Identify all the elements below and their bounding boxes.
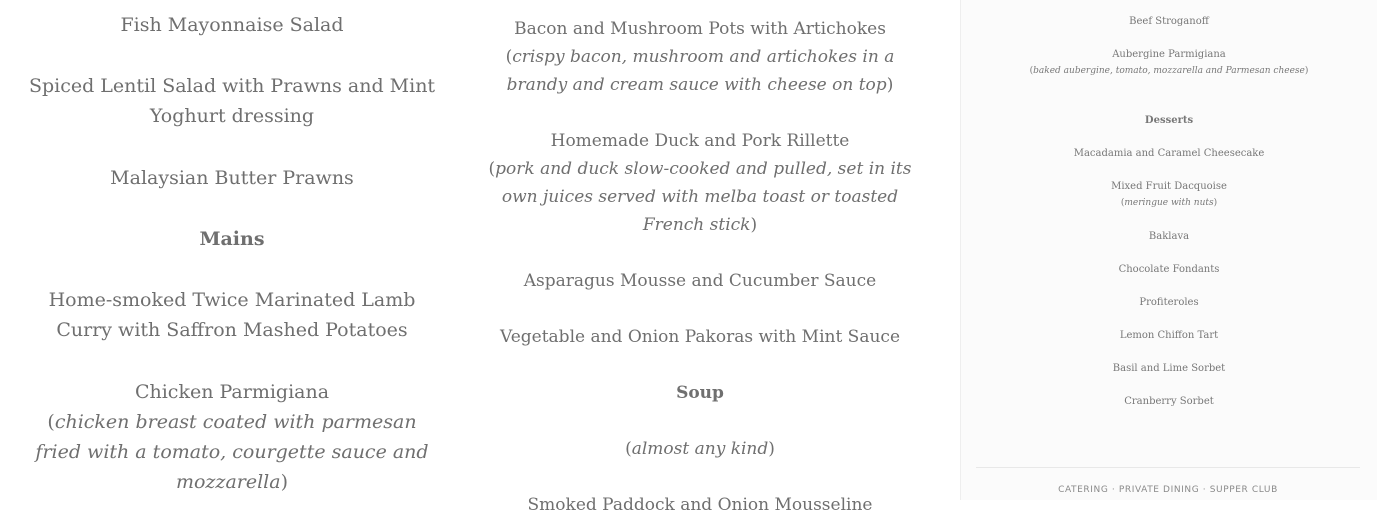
duck-rillette-description: pork and duck slow-cooked and pulled, set in its own juices served with melba toast or toasted French stick	[495, 159, 912, 235]
menu-item-bacon-pots: Bacon and Mushroom Pots with Artichokes	[514, 19, 886, 39]
section-heading-soup: Soup	[676, 383, 724, 403]
dacquoise-description: meringue with nuts	[1124, 198, 1214, 208]
section-heading-desserts: Desserts	[1144, 115, 1194, 126]
soup-description: almost any kind	[631, 439, 769, 459]
menu-item-description: (baked aubergine, tomato, mozzarella and Parmesan cheese)	[1029, 66, 1309, 76]
section-heading-mains: Mains	[199, 228, 265, 250]
menu-item-chicken-parmigiana: Chicken Parmigiana	[134, 381, 330, 403]
menu-item-dacquoise: Mixed Fruit Dacquoise	[1111, 181, 1227, 192]
menu-item-fondants: Chocolate Fondants	[1118, 264, 1220, 275]
menu-item-cutoff: Smoked Paddock and Onion Mousseline	[527, 495, 873, 515]
chicken-parmigiana-description: chicken breast coated with parmesan fried with a tomato, courgette sauce and mozzarella	[35, 411, 429, 493]
footer-tagline: CATERING · PRIVATE DINING · SUPPER CLUB	[1058, 485, 1278, 495]
menu-item-beef-stroganoff: Beef Stroganoff	[1129, 16, 1209, 27]
menu-item-spiced-lentil: Spiced Lentil Salad with Prawns and Mint Yoghurt dressing	[28, 75, 436, 127]
menu-item-description: (meringue with nuts)	[1120, 198, 1218, 208]
menu-item-aubergine: Aubergine Parmigiana	[1112, 49, 1226, 60]
menu-item-description: (pork and duck slow-cooked and pulled, set in its own juices served with melba toast or toasted French stick)	[488, 159, 912, 235]
menu-item-malaysian-prawns: Malaysian Butter Prawns	[110, 167, 354, 189]
menu-item-fish-mayonnaise: Fish Mayonnaise Salad	[120, 14, 344, 36]
menu-item-description: (almost any kind)	[625, 439, 775, 459]
menu-item-asparagus: Asparagus Mousse and Cucumber Sauce	[523, 271, 877, 291]
menu-item-duck-rillette: Homemade Duck and Pork Rillette	[550, 131, 850, 151]
menu-item-cheesecake: Macadamia and Caramel Cheesecake	[1073, 148, 1265, 159]
menu-item-profiteroles: Profiteroles	[1139, 297, 1199, 308]
menu-item-pakoras: Vegetable and Onion Pakoras with Mint Sauce	[500, 327, 900, 347]
menu-item-baklava: Baklava	[1148, 231, 1190, 242]
menu-column-right	[960, 0, 1377, 500]
menu-item-description: (chicken breast coated with parmesan fried with a tomato, courgette sauce and mozzarella)	[35, 411, 429, 493]
menu-item-basil-sorbet: Basil and Lime Sorbet	[1112, 363, 1226, 374]
menu-item-lemon-tart: Lemon Chiffon Tart	[1119, 330, 1219, 341]
aubergine-description: baked aubergine, tomato, mozzarella and Parmesan cheese	[1033, 66, 1305, 76]
bacon-pots-description: crispy bacon, mushroom and artichokes in a brandy and cream sauce with cheese on top	[506, 47, 895, 95]
menu-item-cranberry-sorbet: Cranberry Sorbet	[1124, 396, 1214, 407]
menu-item-description: (crispy bacon, mushroom and artichokes in a brandy and cream sauce with cheese on top)	[505, 47, 895, 95]
menu-column-left	[0, 0, 464, 500]
footer-divider	[976, 467, 1360, 468]
menu-item-lamb-curry: Home-smoked Twice Marinated Lamb Curry with Saffron Mashed Potatoes	[48, 289, 416, 341]
menu-column-middle	[464, 0, 936, 515]
